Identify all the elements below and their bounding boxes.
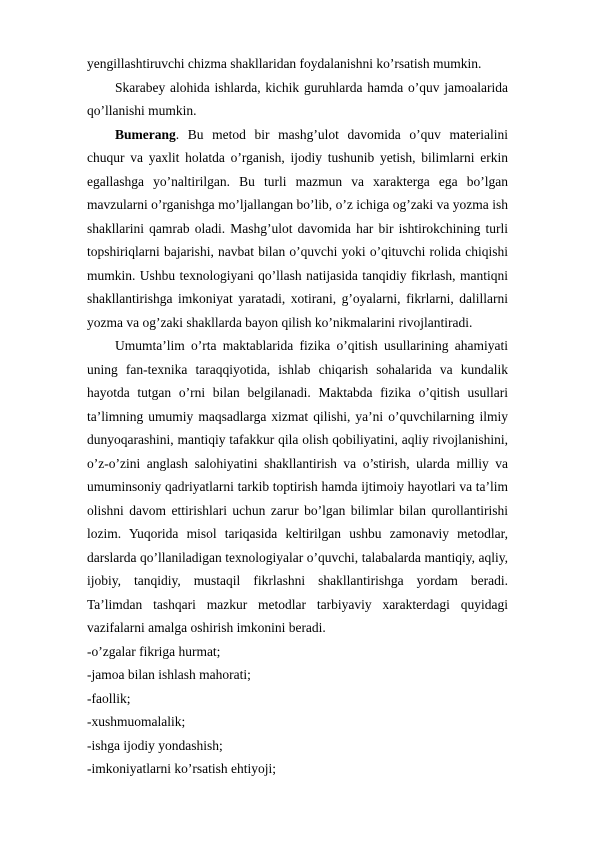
list-item: -faollik; bbox=[87, 690, 131, 706]
list-item: -o’zgalar fikriga hurmat; bbox=[87, 643, 221, 659]
term-bumerang: Bumerang bbox=[115, 126, 176, 142]
list-item: -ishga ijodiy yondashish; bbox=[87, 737, 223, 753]
document-body bbox=[87, 52, 508, 781]
paragraph-bumerang bbox=[87, 123, 508, 335]
paragraph-skarabey: Skarabey alohida ishlarda, kichik guruhlarda hamda o’quv jamoalarida qo’llanishi mumkin. bbox=[87, 79, 508, 118]
list-item: -imkoniyatlarni ko’rsatish ehtiyoji; bbox=[87, 761, 276, 776]
paragraph-bumerang-text: . Bu metod bir mashg’ulot davomida o’quv materialini chuqur va yaxlit holatda o’rganish, ijodiy tushunib yetish, bilimlarni erkin egallashga yo’naltirilgan. Bu turli mazmun va xarakterga ega bo’lgan mavzularni o’rganishga mo’ljallangan bo’lib, o’z ichiga og’zaki va yozma ish shakllarini qamrab oladi. Mashg’ulot davomida har bir ishtirokchining turli topshiriqlarni bajarishi, navbat bilan o’quvchi yoki o’qituvchi rolida chiqishi mumkin. Ushbu texnologiyani qo’llash natijasida tanqidiy fikrlash, mantiqni shakllantirishga imkoniyat yaratadi, xotirani, g’oyalarni, fikrlarni, dalillarni yozma va og’zaki shakllarda bayon qilish ko’nikmalarini rivojlantiradi. bbox=[87, 126, 508, 330]
list-item: -xushmuomalalik; bbox=[87, 714, 186, 729]
paragraph-fizika: Umumta’lim o’rta maktablarida fizika o’qitish usullarining ahamiyati uning fan-texnika taraqqiyotida, ishlab chiqarish sohalarida va kundalik hayotda tutgan o’rni bilan belgilanadi. Maktabda fizika o’qitish usullari ta’limning umumiy maqsadlarga xizmat qilishi, ya’ni o’quvchilarning ilmiy dunyoqarashini, mantiqiy tafakkur qila olish qobiliyatini, aqliy rivojlanishini, o’z-o’zini anglash salohiyatini shakllantirish va o’stirish, ularda milliy va umuminsoniy qadriyatlarni tarkib toptirish hamda ijtimoiy hayotlari va ta’lim olishni davom ettirishlari uchun zarur bo’lgan bilimlar bilan qurollantirishi lozim. Yuqorida misol tariqasida keltirilgan ushbu zamonaviy metodlar, darslarda qo’llaniladigan texnologiyalar o’quvchi, talabalarda mantiqiy, aqliy, ijobiy, tanqidiy, mustaqil fikrlashni shakllantirishga yordam beradi. Ta’limdan tashqari mazkur metodlar tarbiyaviy xarakterdagi quyidagi vazifalarni amalga oshirish imkonini beradi. bbox=[87, 338, 508, 635]
list-item: -jamoa bilan ishlash mahorati; bbox=[87, 667, 251, 682]
paragraph-continuation: yengillashtiruvchi chizma shakllaridan foydalanishni ko’rsatish mumkin. bbox=[87, 56, 482, 71]
